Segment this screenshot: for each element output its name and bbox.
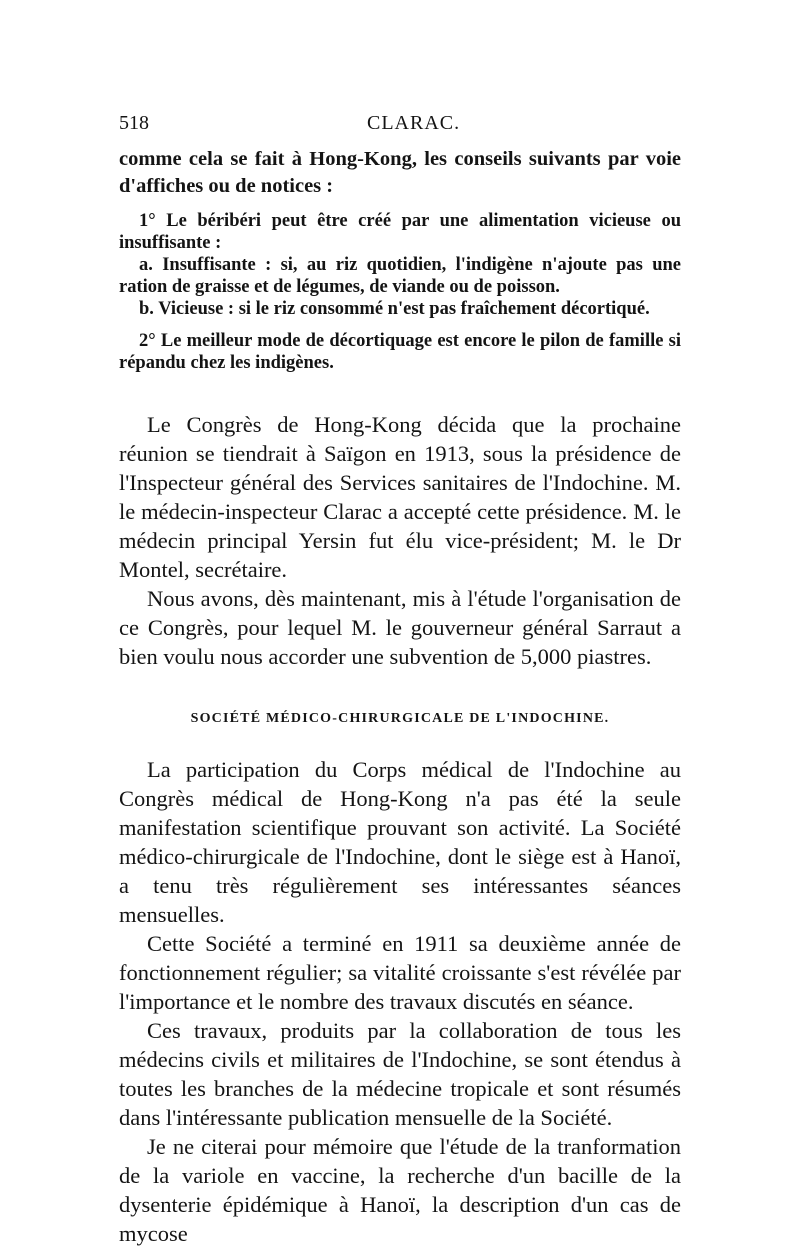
advice-item-1b: b. Vicieuse : si le riz consommé n'est pas fraîchement décortiqué. [139, 299, 650, 319]
congress-paragraph: Le Congrès de Hong-Kong décida que la prochaine réunion se tiendrait à Saïgon en 1913, sous la présidence de l'Inspecteur général des Services sanitaires de l'Indochine. M. le médecin-inspecteur Clarac a accepté cette présidence. M. le médecin principal Yersin fut élu vice-président; M. le Dr Montel, secrétaire. [119, 412, 681, 582]
advice-item-1: 1° Le béribéri peut être créé par une alimentation vicieuse ou insuffisante : [119, 211, 681, 253]
page-header [119, 112, 679, 142]
section-paragraph-2: Cette Société a terminé en 1911 sa deuxième année de fonctionnement régulier; sa vitalité croissante s'est révélée par l'importance et le nombre des travaux discutés en séance. [119, 931, 681, 1014]
page-number: 518 [119, 112, 149, 134]
section-paragraph-4: Je ne citerai pour mémoire que l'étude de la tranformation de la variole en vaccine, la recherche d'un bacille de la dysenterie épidémique à Hanoï, la description d'un cas de mycose [119, 1134, 681, 1246]
advice-item-2: 2° Le meilleur mode de décortiquage est encore le pilon de famille si répandu chez les indigènes. [119, 331, 681, 373]
section-paragraph-1: La participation du Corps médical de l'Indochine au Congrès médical de Hong-Kong n'a pas été la seule manifestation scientifique prouvant son activité. La Société médico-chirurgicale de l'Indochine, dont le siège est à Hanoï, a tenu très régulièrement ses intéressantes séances mensuelles. [119, 757, 681, 927]
intro-paragraph: comme cela se fait à Hong-Kong, les conseils suivants par voie d'affiches ou de notices : [119, 148, 681, 197]
running-head: CLARAC. [367, 112, 461, 134]
section-title: SOCIÉTÉ MÉDICO-CHIRURGICALE DE L'INDOCHINE. [190, 711, 610, 726]
page-body [119, 146, 681, 1248]
advice-item-1a: a. Insuffisante : si, au riz quotidien, l'indigène n'ajoute pas une ration de graisse et de légumes, de viande ou de poisson. [119, 255, 681, 297]
organisation-paragraph: Nous avons, dès maintenant, mis à l'étude l'organisation de ce Congrès, pour lequel M. le gouverneur général Sarraut a bien voulu nous accorder une subvention de 5,000 piastres. [119, 586, 681, 669]
section-paragraph-3: Ces travaux, produits par la collaboration de tous les médecins civils et militaires de l'Indochine, se sont étendus à toutes les branches de la médecine tropicale et sont résumés dans l'intéressante publication mensuelle de la Société. [119, 1018, 681, 1130]
